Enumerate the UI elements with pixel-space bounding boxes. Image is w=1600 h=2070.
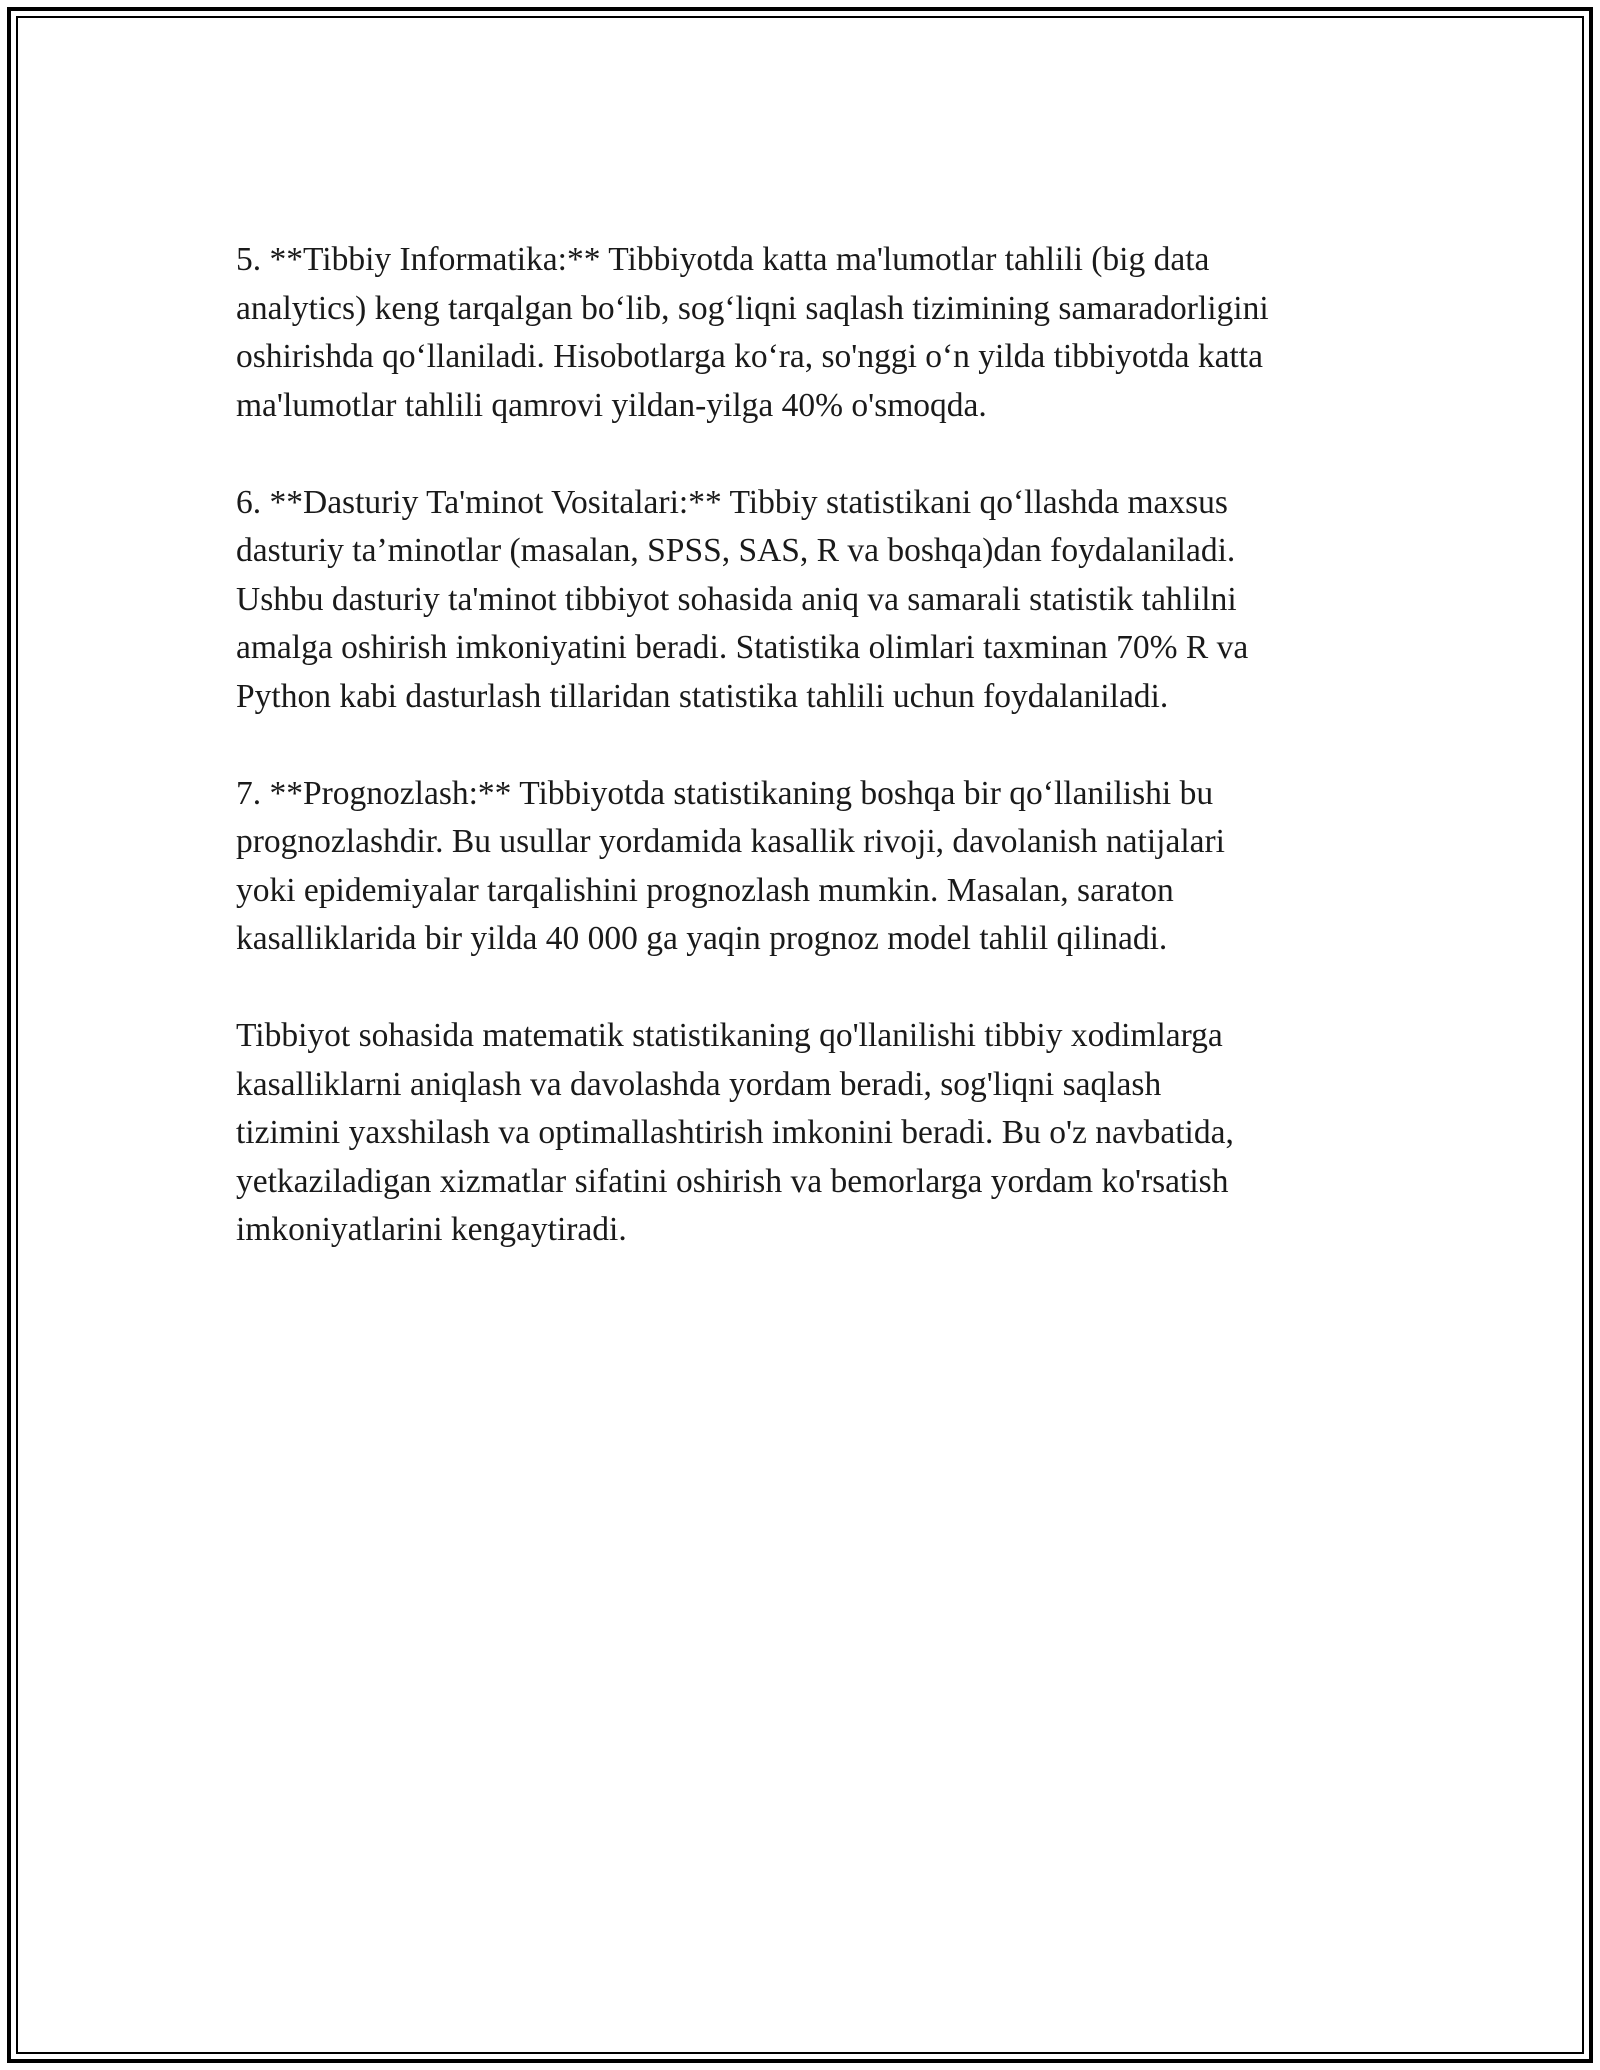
paragraph-conclusion: Tibbiyot sohasida matematik statistikaning qo'llanilishi tibbiy xodimlarga kasalliklarni aniqlash va davolashda yordam beradi, sog'liqni saqlash tizimini yaxshilash va optimallashtirish imkonini beradi. Bu o'z navbatida, yetkaziladigan xizmatlar sifatini oshirish va bemorlarga yordam ko'rsatish imkoniyatlarini kengaytiradi.	[236, 1017, 1234, 1248]
paragraph-tibbiy-informatika: 5. **Tibbiy Informatika:** Tibbiyotda katta ma'lumotlar tahlili (big data analytics) keng tarqalgan bo‘lib, sog‘liqni saqlash tizimining samaradorligini oshirishda qo‘llaniladi. Hisobotlarga ko‘ra, so'nggi o‘n yilda tibbiyotda katta ma'lumotlar tahlili qamrovi yildan-yilga 40% o'smoqda.	[236, 241, 1269, 424]
document-body	[236, 236, 1386, 1255]
paragraph-prognozlash: 7. **Prognozlash:** Tibbiyotda statistikaning boshqa bir qo‘llanilishi bu prognozlashdir. Bu usullar yordamida kasallik rivoji, davolanish natijalari yoki epidemiyalar tarqalishini prognozlash mumkin. Masalan, saraton kasalliklarida bir yilda 40 000 ga yaqin prognoz model tahlil qilinadi.	[236, 774, 1225, 957]
paragraph-dasturiy-taminot: 6. **Dasturiy Ta'minot Vositalari:** Tibbiy statistikani qo‘llashda maxsus dasturiy ta’minotlar (masalan, SPSS, SAS, R va boshqa)dan foydalaniladi. Ushbu dasturiy ta'minot tibbiyot sohasida aniq va samarali statistik tahlilni amalga oshirish imkoniyatini beradi. Statistika olimlari taxminan 70% R va Python kabi dasturlash tillaridan statistika tahlili uchun foydalaniladi.	[236, 483, 1249, 715]
